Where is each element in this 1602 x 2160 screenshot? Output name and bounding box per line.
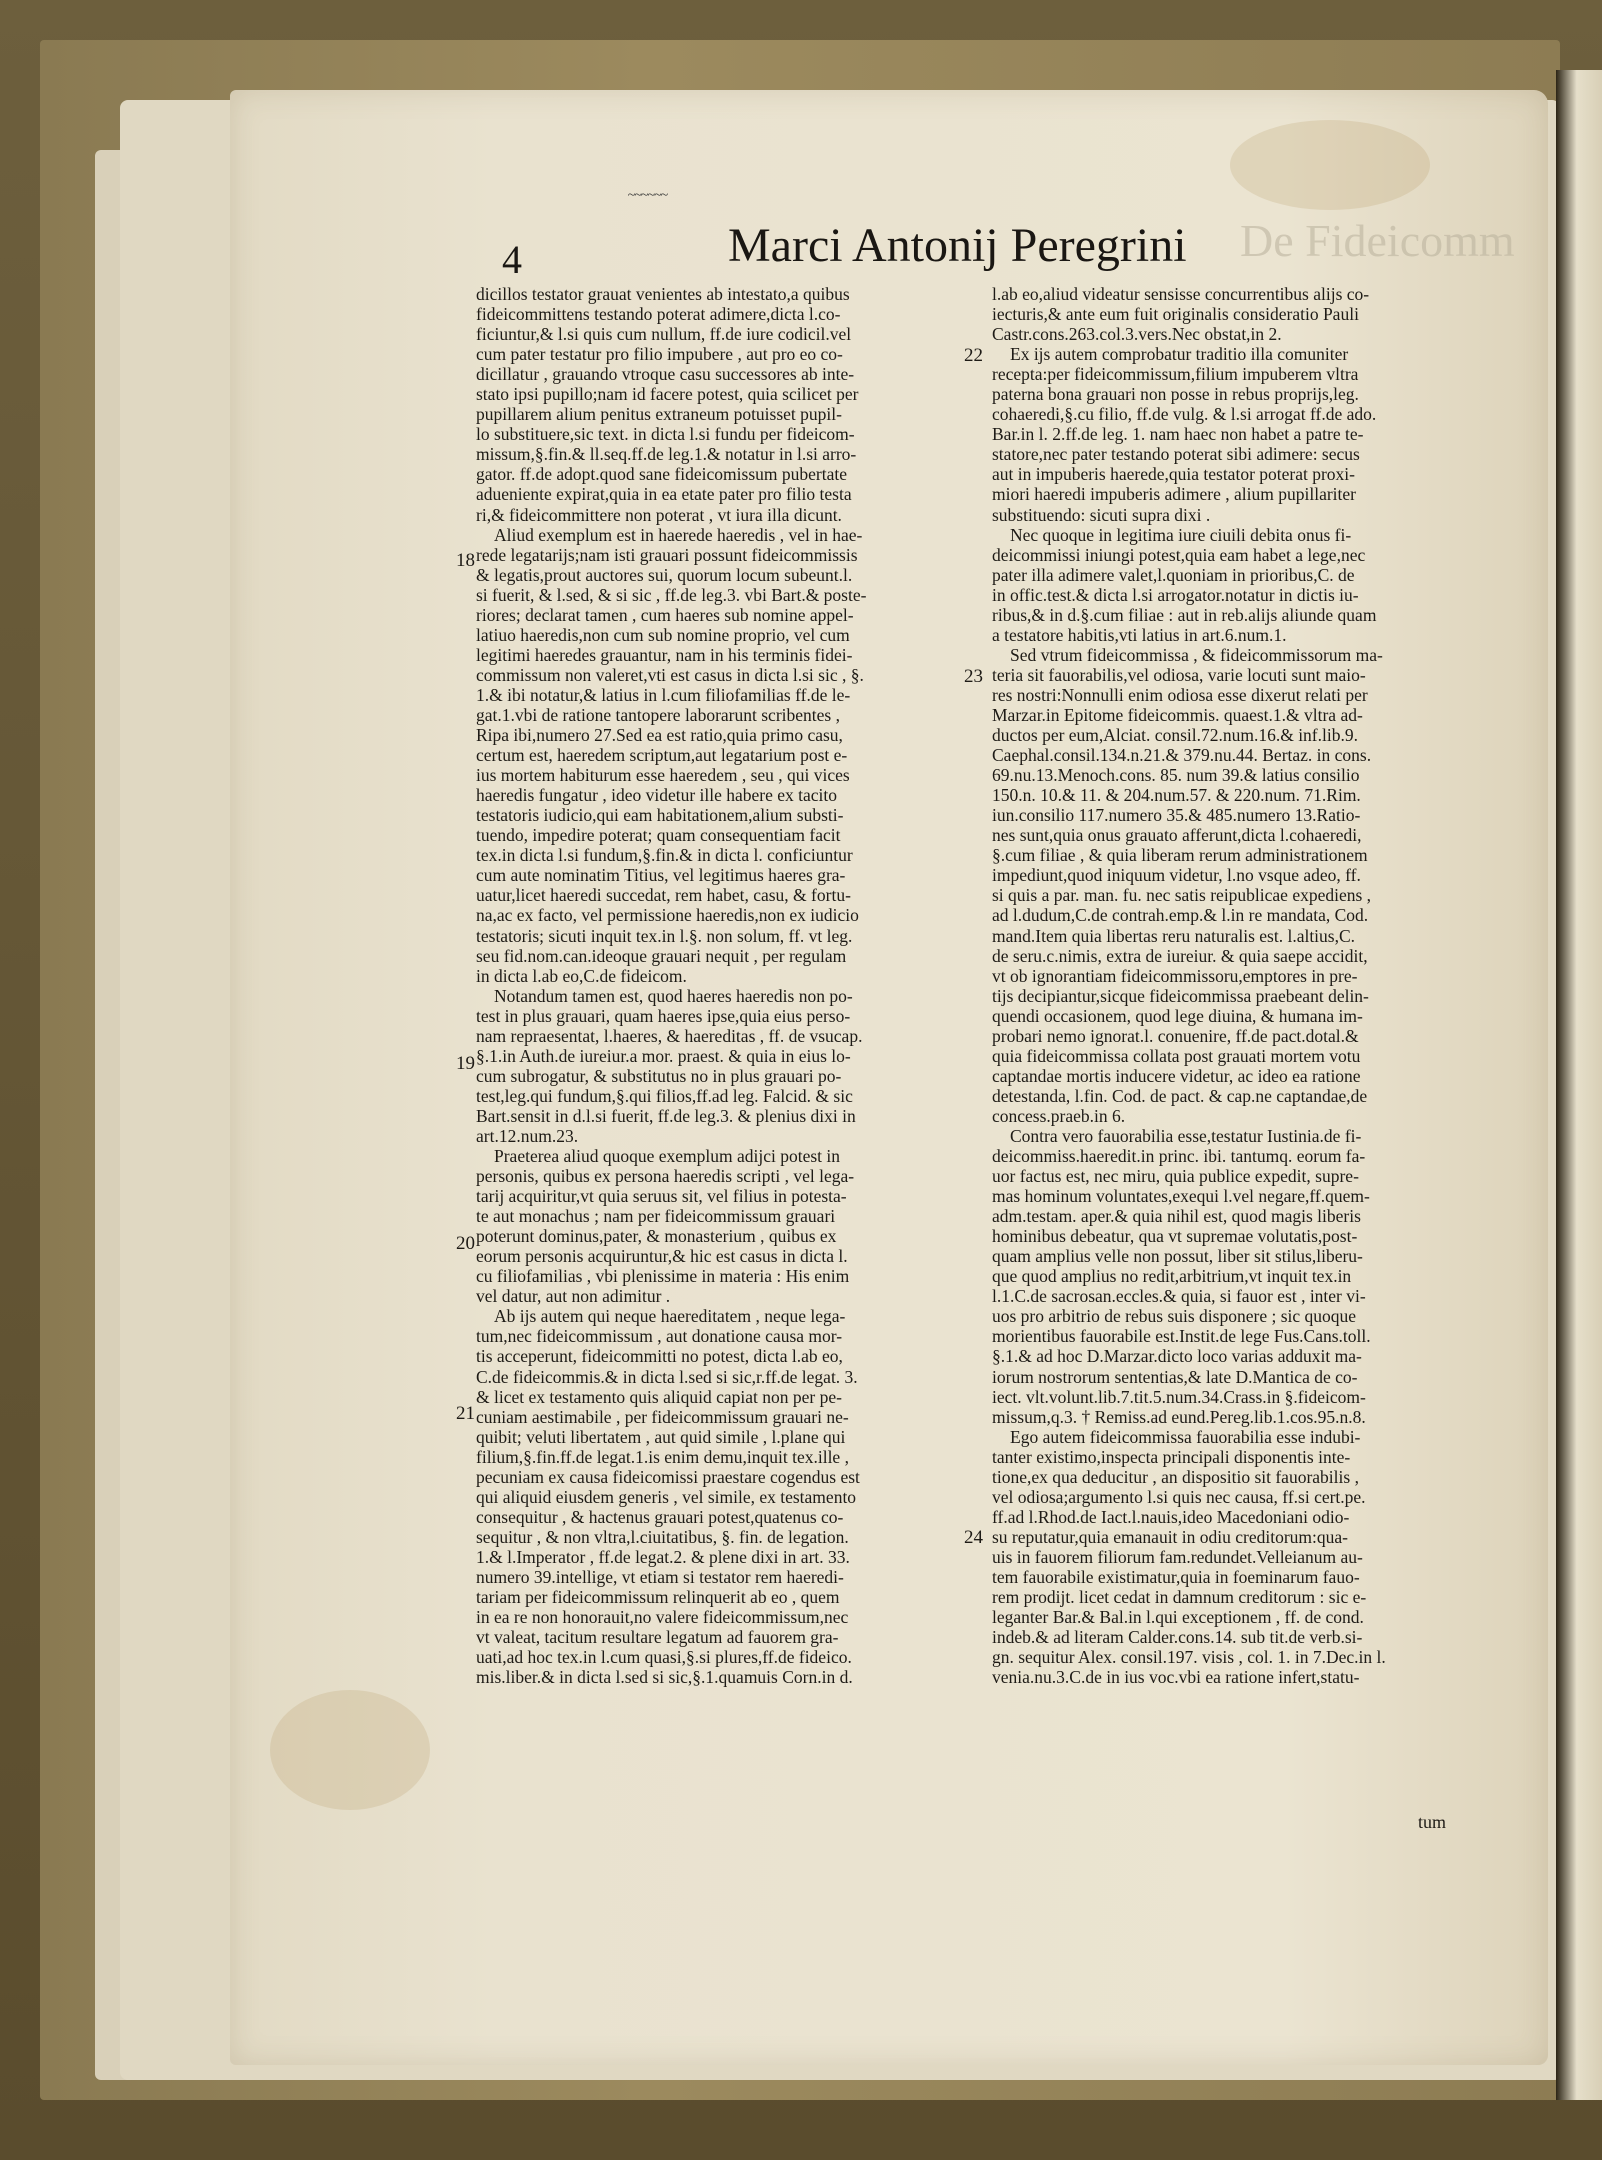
text-line: Praeterea aliud quoque exemplum adijci potest in: [494, 1146, 841, 1167]
text-line: qui aliquid eiusdem generis , vel simile, ex testamento: [476, 1486, 857, 1507]
text-line: 1.& l.Imperator , ff.de legat.2. & plene dixi in art. 33.: [476, 1546, 850, 1567]
text-line: iect. vlt.volunt.lib.7.tit.5.num.34.Crass.in §.fideicom-: [992, 1386, 1366, 1407]
text-line: indeb.& ad literam Calder.cons.14. sub tit.de verb.si-: [992, 1627, 1363, 1648]
text-line: venia.nu.3.C.de in ius voc.vbi ea ratione infert,statu-: [992, 1667, 1360, 1688]
text-line: mis.liber.& in dicta l.sed si sic,§.1.quamuis Corn.in d.: [476, 1667, 853, 1688]
text-line: vt ob ignorantiam fideicommissoru,emptores in pre-: [992, 965, 1358, 986]
text-line: lo substituere,sic text. in dicta l.si fundu per fideicom-: [476, 424, 855, 445]
text-line: rede legatarijs;nam isti grauari possunt fideicommissis: [476, 544, 858, 565]
text-line: uos pro arbitrio de rebus suis disponere ; sic quoque: [992, 1306, 1357, 1327]
text-line: substituendo: sicuti supra dixi .: [992, 504, 1211, 525]
text-line: captandae mortis inducere videtur, ac ideo ea ratione: [992, 1065, 1361, 1086]
text-line: personis, quibus ex persona haeredis scripti , vel lega-: [476, 1166, 855, 1187]
margin-number: 23: [964, 666, 983, 687]
text-line: statore,nec pater testando poterat sibi adimere: secus: [992, 444, 1360, 465]
text-line: tijs decipiantur,sicque fideicommissa praebeant delin-: [992, 985, 1369, 1006]
text-line: iun.consilio 117.numero 35.& 485.numero 13.Ratio-: [992, 805, 1361, 826]
text-line: 1.& ibi notatur,& latius in l.cum filiofamilias ff.de le-: [476, 684, 851, 705]
running-head: Marci Antonij Peregrini: [728, 219, 1187, 272]
text-line: Ripa ibi,numero 27.Sed ea est ratio,quia primo casu,: [476, 725, 843, 746]
text-line: ductos per eum,Alciat. consil.72.num.16.& inf.lib.9.: [992, 725, 1358, 746]
text-line: vt valeat, tacitum resultare legatum ad fauorem gra-: [476, 1627, 839, 1648]
text-line: tex.in dicta l.si fundum,§.fin.& in dicta l. conficiuntur: [476, 845, 853, 866]
text-line: ius mortem habiturum esse haeredem , seu , qui vices: [476, 765, 850, 786]
text-line: quendi occasionem, quod lege diuina, & humana im-: [992, 1005, 1363, 1026]
text-line: probari nemo ignorat.l. conuenire, ff.de pact.dotal.&: [992, 1025, 1359, 1046]
text-line: Marzar.in Epitome fideicommis. quaest.1.& vltra ad-: [992, 704, 1363, 725]
text-line: que quod amplius no redit,arbitrium,vt inquit tex.in: [992, 1266, 1352, 1287]
text-line: Castr.cons.263.col.3.vers.Nec obstat,in 2.: [992, 324, 1282, 345]
text-line: rem prodijt. licet cedat in damnum creditorum : sic e-: [992, 1587, 1367, 1608]
text-line: riores; declarat tamen , cum haeres sub nomine appel-: [476, 604, 854, 625]
text-line: certum est, haeredem scriptum,aut legatarium post e-: [476, 745, 848, 766]
text-line: art.12.num.23.: [476, 1125, 579, 1146]
text-line: test,leg.qui fundum,§.qui filios,ff.ad leg. Falcid. & sic: [476, 1085, 853, 1106]
text-line: cu filiofamilias , vbi plenissime in materia : His enim: [476, 1266, 850, 1287]
text-line: Aliud exemplum est in haerede haeredis , vel in hae-: [494, 524, 863, 545]
text-line: sequitur , & non vltra,l.ciuitatibus, §. fin. de legation.: [476, 1526, 849, 1547]
text-line: l.1.C.de sacrosan.eccles.& quia, si fauor est , inter vi-: [992, 1286, 1366, 1307]
text-line: vel odiosa;argumento l.si quis nec causa, ff.si cert.pe.: [992, 1486, 1366, 1507]
text-line: vel datur, aut non adimitur .: [476, 1286, 671, 1307]
page-stain: [1230, 120, 1430, 210]
text-line: uor factus est, nec miru, quia publice expedit, supre-: [992, 1166, 1359, 1187]
header-ornament: ~~~~~~: [627, 188, 668, 203]
text-line: mand.Item quia libertas reru naturalis est. l.altius,C.: [992, 925, 1356, 946]
margin-number: 21: [456, 1403, 475, 1424]
margin-number: 18: [456, 550, 475, 571]
text-line: pecuniam ex causa fideicomissi praestare cogendus est: [476, 1466, 860, 1487]
text-line: gator. ff.de adopt.quod sane fideicomissum pubertate: [476, 464, 847, 485]
text-line: eorum personis acquiruntur,& hic est casus in dicta l.: [476, 1246, 848, 1267]
text-line: test in plus grauari, quam haeres ipse,quia eius perso-: [476, 1005, 851, 1026]
page-stain: [270, 1690, 430, 1810]
text-line: in offic.test.& dicta l.si arrogator.notatur in dictis iu-: [992, 584, 1359, 605]
text-line: miori haeredi impuberis adimere , alium pupillariter: [992, 484, 1356, 505]
text-line: Ego autem fideicommissa fauorabilia esse indubi-: [1010, 1426, 1361, 1447]
text-line: tem fauorabile existimatur,quia in foeminarum fauo-: [992, 1567, 1360, 1587]
text-line: tariam per fideicommissum relinquerit ab eo , quem: [476, 1587, 840, 1608]
text-line: gn. sequitur Alex. consil.197. visis , col. 1. in 7.Dec.in l.: [992, 1647, 1386, 1668]
text-line: §.1.& ad hoc D.Marzar.dicto loco varias adduxit ma-: [992, 1346, 1362, 1367]
text-line: 150.n. 10.& 11. & 204.num.57. & 220.num. 71.Rim.: [992, 785, 1361, 806]
text-line: commissum non valeret,vti est casus in dicta l.si sic , §.: [476, 664, 864, 685]
text-line: a testatore habitis,vti latius in art.6.num.1.: [992, 624, 1287, 645]
text-line: quibit; veluti libertatem , aut quid simile , l.plane qui: [476, 1426, 846, 1447]
text-line: fideicommittens testando poterat adimere,dicta l.co-: [476, 304, 841, 325]
text-line: adueniente expirat,quia in ea etate pater pro filio testa: [476, 484, 852, 505]
text-line: uatur,licet haeredi succedat, rem habet, casu, & fortu-: [476, 885, 851, 906]
text-line: iecturis,& ante eum fuit originalis consideratio Pauli: [992, 304, 1359, 325]
text-line: cohaeredi,§.cu filio, ff.de vulg. & l.si arrogat ff.de ado.: [992, 404, 1377, 425]
page-number: 4: [502, 237, 522, 282]
text-line: deicommiss.haeredit.in princ. ibi. tantumq. eorum fa-: [992, 1146, 1366, 1167]
text-line: §.cum filiae , & quia liberam rerum administrationem: [992, 845, 1368, 866]
text-line: leganter Bar.& Bal.in l.qui exceptionem , ff. de cond.: [992, 1607, 1364, 1628]
text-line: mas hominum voluntates,exequi l.vel negare,ff.quem-: [992, 1186, 1370, 1207]
text-line: nam repraesentat, l.haeres, & haereditas , ff. de vsucap.: [476, 1025, 863, 1046]
text-line: latiuo haeredis,non cum sub nomine proprio, vel cum: [476, 624, 850, 645]
text-line: de seru.c.nimis, extra de iureiur. & quia saepe accidit,: [992, 945, 1368, 966]
text-line: te aut monachus ; nam per fideicommissum grauari: [476, 1206, 836, 1227]
text-line: quia fideicommissa collata post grauati mortem votu: [992, 1045, 1361, 1066]
text-line: missum,q.3. † Remiss.ad eund.Pereg.lib.1.cos.95.n.8.: [992, 1406, 1366, 1427]
text-line: Nec quoque in legitima iure ciuili debita onus fi-: [1010, 524, 1352, 545]
text-line: in dicta l.ab eo,C.de fideicom.: [476, 965, 687, 986]
text-line: ri,& fideicommittere non poterat , vt iura illa dicunt.: [476, 504, 842, 525]
text-line: tis acceperunt, fideicommitti no potest, dicta l.ab eo,: [476, 1346, 843, 1367]
text-line: Ex ijs autem comprobatur traditio illa comuniter: [1010, 344, 1349, 365]
text-line: dicillatur , grauando vtroque casu successores ab inte-: [476, 364, 855, 385]
text-line: iorum nostrorum sententias,& late D.Mantica de co-: [992, 1366, 1358, 1387]
text-line: cum subrogatur, & substitutus no in plus grauari po-: [476, 1065, 842, 1086]
text-line: Ab ijs autem qui neque haereditatem , neque lega-: [494, 1306, 846, 1327]
text-line: gat.1.vbi de ratione tantopere laborarunt scribentes ,: [476, 704, 840, 725]
text-line: testatoris iudicio,qui eam habitationem,alium substi-: [476, 805, 844, 826]
catchword: tum: [1418, 1812, 1447, 1832]
text-line: pater illa adimere valet,l.quoniam in prioribus,C. de: [992, 564, 1355, 585]
text-line: Bar.in l. 2.ff.de leg. 1. nam haec non habet a patre te-: [992, 424, 1364, 445]
text-line: seu fid.nom.can.ideoque grauari nequit , per regulam: [476, 945, 847, 966]
text-line: & legatis,prout auctores sui, quorum locum subeunt.l.: [476, 564, 853, 585]
text-line: filium,§.fin.ff.de legat.1.is enim demu,inquit tex.ille ,: [476, 1446, 849, 1467]
margin-number: 19: [456, 1053, 475, 1074]
text-line: 69.nu.13.Menoch.cons. 85. num 39.& latius consilio: [992, 765, 1360, 786]
text-line: numero 39.intellige, vt etiam si testator rem haeredi-: [476, 1567, 844, 1587]
text-line: missum,§.fin.& ll.seq.ff.de leg.1.& notatur in l.si arro-: [476, 444, 857, 465]
text-line: Bart.sensit in d.l.si fuerit, ff.de leg.3. & plenius dixi in: [476, 1105, 856, 1126]
text-line: legitimi haeredes grauantur, nam in his terminis fidei-: [476, 644, 853, 665]
text-line: deicommissi iniungi potest,quia eam habet a lege,nec: [992, 544, 1366, 565]
text-line: cuniam aestimabile , per fideicommissum grauari ne-: [476, 1406, 849, 1427]
text-line: detestanda, l.fin. Cod. de pact. & cap.ne captandae,de: [992, 1085, 1368, 1106]
margin-number: 20: [456, 1233, 475, 1254]
left-text-column: [476, 284, 962, 1687]
text-line: aut in impuberis haerede,quia testator poterat proxi-: [992, 464, 1355, 485]
text-line: testatoris; sicuti inquit tex.in l.§. non solum, ff. vt leg.: [476, 925, 853, 946]
text-line: tuendo, impedire poterat; quam consequentiam facit: [476, 825, 841, 846]
text-line: Contra vero fauorabilia esse,testatur Iustinia.de fi-: [1010, 1125, 1362, 1146]
text-line: ficiuntur,& l.si quis cum nullum, ff.de iure codicil.vel: [476, 324, 852, 345]
text-line: impediunt,quod iniquum videtur, l.no vsque adeo, ff.: [992, 865, 1361, 886]
text-line: l.ab eo,aliud videatur sensisse concurrentibus alijs co-: [992, 284, 1370, 304]
text-line: recepta:per fideicommissum,filium impuberem vltra: [992, 364, 1359, 385]
text-line: tarij acquiritur,vt quia seruus sit, vel filius in potesta-: [476, 1186, 847, 1207]
text-line: teria sit fauorabilis,vel odiosa, varie locuti sunt maio-: [992, 664, 1366, 685]
text-line: & licet ex testamento quis aliquid capiat non per pe-: [476, 1386, 842, 1407]
text-line: res nostri:Nonnulli enim odiosa esse dixerut relati per: [992, 684, 1368, 705]
facing-page-edge: [1556, 70, 1602, 2100]
text-line: dicillos testator grauat venientes ab intestato,a quibus: [476, 284, 850, 304]
text-line: poterunt dominus,pater, & monasterium , quibus ex: [476, 1226, 837, 1247]
text-line: Caephal.consil.134.n.21.& 379.nu.44. Bertaz. in cons.: [992, 745, 1372, 766]
text-line: ff.ad l.Rhod.de Iact.l.nauis,ideo Macedoniani odio-: [992, 1506, 1350, 1527]
text-line: consequitur , & hactenus grauari potest,quatenus co-: [476, 1506, 844, 1527]
text-line: si fuerit, & l.sed, & si sic , ff.de leg.3. vbi Bart.& poste-: [476, 584, 867, 605]
text-line: hominibus debeatur, qua vt supremae volutatis,post-: [992, 1226, 1358, 1247]
text-line: uati,ad hoc tex.in l.cum quasi,§.si plures,ff.de fideico.: [476, 1647, 852, 1668]
text-line: tanter existimo,inspecta principali disponentis inte-: [992, 1446, 1351, 1467]
text-line: ribus,& in d.§.cum filiae : aut in reb.alijs aliunde quam: [992, 604, 1377, 625]
text-line: stato ipsi pupillo;nam id facere potest, quia scilicet per: [476, 384, 859, 405]
text-line: in ea re non honorauit,no valere fideicommissum,nec: [476, 1607, 849, 1628]
right-text-column: [992, 284, 1470, 1687]
text-line: ad l.dudum,C.de contrah.emp.& l.in re mandata, Cod.: [992, 905, 1369, 926]
text-line: §.1.in Auth.de iureiur.a mor. praest. & quia in eius lo-: [476, 1045, 851, 1066]
text-line: nes sunt,quia onus grauato afferunt,dicta l.cohaeredi,: [992, 825, 1362, 846]
text-line: tione,ex qua deducitur , an dispositio sit fauorabilis ,: [992, 1466, 1359, 1487]
text-line: pupillarem alium penitus extraneum potuisset pupil-: [476, 404, 842, 425]
text-line: si quis a par. man. fu. nec satis reipublicae expediens ,: [992, 885, 1372, 906]
text-line: tum,nec fideicommissum , aut donatione causa mor-: [476, 1326, 843, 1347]
text-line: uis in fauorem filiorum fam.redundet.Velleianum au-: [992, 1546, 1363, 1567]
text-line: na,ac ex facto, vel permissione haeredis,non ex iudicio: [476, 905, 859, 926]
text-line: haeredis fungatur , ideo videtur ille habere ex tacito: [476, 785, 838, 806]
text-line: C.de fideicommis.& in dicta l.sed si sic,r.ff.de legat. 3.: [476, 1366, 858, 1387]
text-line: su reputatur,quia emanauit in odiu creditorum:qua-: [992, 1526, 1348, 1547]
text-line: morientibus fauorabile est.Instit.de lege Fus.Cans.toll.: [992, 1326, 1371, 1347]
margin-number: 22: [964, 345, 983, 366]
text-line: cum pater testatur pro filio impubere , aut pro eo co-: [476, 344, 843, 365]
text-line: concess.praeb.in 6.: [992, 1105, 1126, 1126]
margin-number: 24: [964, 1527, 983, 1548]
text-line: Notandum tamen est, quod haeres haeredis non po-: [494, 985, 853, 1006]
text-line: cum aute nominatim Titius, vel legitimus haeres gra-: [476, 865, 846, 886]
text-line: adm.testam. aper.& quia nihil est, quod magis liberis: [992, 1206, 1361, 1227]
text-line: Sed vtrum fideicommissa , & fideicommissorum ma-: [1010, 644, 1383, 665]
show-through-heading: De Fideicomm: [1240, 215, 1515, 266]
text-line: paterna bona grauari non posse in rebus proprijs,leg.: [992, 384, 1359, 405]
text-line: quam amplius velle non possut, liber sit stilus,liberu-: [992, 1246, 1363, 1267]
